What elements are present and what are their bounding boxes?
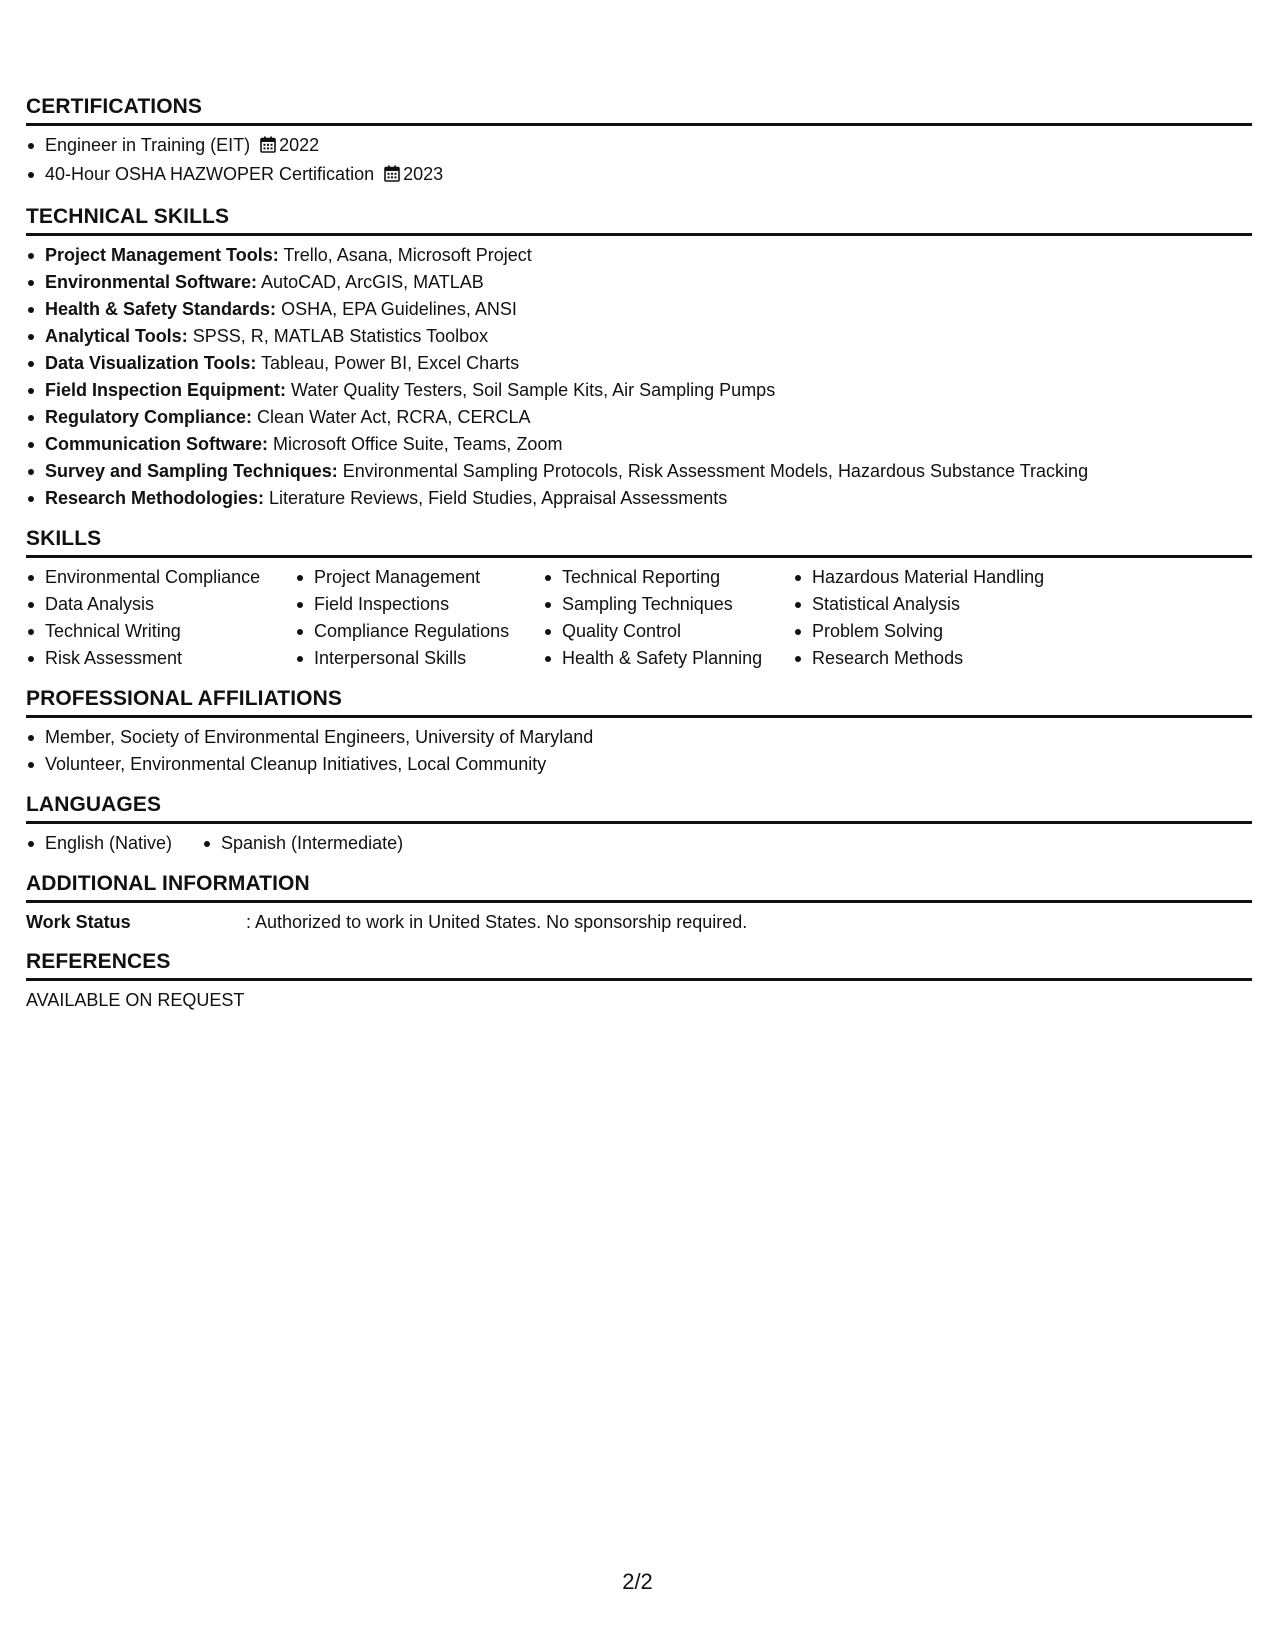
- technical-skill-label: Research Methodologies:: [45, 488, 265, 508]
- technical-skill-value: Water Quality Testers, Soil Sample Kits, Air Sampling Pumps: [286, 380, 776, 400]
- technical-skill-label: Field Inspection Equipment:: [45, 380, 287, 400]
- technical-skill-value: Tableau, Power BI, Excel Charts: [256, 353, 520, 373]
- skill-item: Technical Writing: [26, 618, 295, 645]
- work-status-label: Work Status: [26, 912, 131, 932]
- page-number: 2/2: [622, 1569, 653, 1594]
- certifications-list: [26, 132, 1252, 190]
- resume-page-2: [26, 94, 1252, 1013]
- work-status-value: : Authorized to work in United States. No sponsorship required.: [246, 912, 748, 932]
- skills-section: [26, 526, 1252, 672]
- technical-skill-label: Data Visualization Tools:: [45, 353, 257, 373]
- certifications-section: [26, 94, 1252, 190]
- skill-item: Compliance Regulations: [295, 618, 543, 645]
- technical-skill-item: [26, 269, 1252, 296]
- language-column: [202, 830, 403, 857]
- skill-item: Risk Assessment: [26, 645, 295, 672]
- technical-skill-value: OSHA, EPA Guidelines, ANSI: [276, 299, 517, 319]
- references-section: [26, 949, 1252, 1013]
- affiliation-item: Volunteer, Environmental Cleanup Initiatives, Local Community: [26, 751, 1252, 778]
- technical-skill-value: SPSS, R, MATLAB Statistics Toolbox: [187, 326, 489, 346]
- affiliations-section: [26, 686, 1252, 778]
- technical-skill-item: [26, 323, 1252, 350]
- affiliation-item: Member, Society of Environmental Engineers, University of Maryland: [26, 724, 1252, 751]
- section-title-affiliations: PROFESSIONAL AFFILIATIONS: [26, 687, 342, 710]
- calendar-icon: [260, 134, 276, 161]
- work-status-row: [26, 909, 1252, 935]
- technical-skill-label: Environmental Software:: [45, 272, 258, 292]
- language-item: English (Native): [26, 830, 202, 857]
- technical-skill-value: Clean Water Act, RCRA, CERCLA: [252, 407, 531, 427]
- skill-item: Quality Control: [543, 618, 793, 645]
- certification-name: Engineer in Training (EIT): [45, 135, 251, 155]
- technical-skill-item: [26, 485, 1252, 512]
- section-divider: [26, 900, 1252, 903]
- section-divider: [26, 715, 1252, 718]
- references-text: AVAILABLE ON REQUEST: [26, 990, 245, 1010]
- technical-skill-value: Microsoft Office Suite, Teams, Zoom: [268, 434, 563, 454]
- section-title-references: REFERENCES: [26, 950, 171, 973]
- skill-item: Health & Safety Planning: [543, 645, 793, 672]
- skill-item: Interpersonal Skills: [295, 645, 543, 672]
- certification-item: [26, 161, 1252, 190]
- languages-section: [26, 792, 1252, 857]
- technical-skill-label: Survey and Sampling Techniques:: [45, 461, 338, 481]
- calendar-icon: [384, 163, 400, 190]
- certification-item: [26, 132, 1252, 161]
- technical-skill-value: AutoCAD, ArcGIS, MATLAB: [257, 272, 484, 292]
- technical-skill-label: Regulatory Compliance:: [45, 407, 253, 427]
- skills-grid: [26, 564, 1252, 672]
- skill-item: Statistical Analysis: [793, 591, 1093, 618]
- section-title-technical-skills: TECHNICAL SKILLS: [26, 205, 230, 228]
- skill-item: Field Inspections: [295, 591, 543, 618]
- language-item: Spanish (Intermediate): [202, 830, 403, 857]
- section-divider: [26, 555, 1252, 558]
- skill-item: Research Methods: [793, 645, 1093, 672]
- section-divider: [26, 821, 1252, 824]
- languages-list: [26, 830, 1252, 857]
- certification-year: 2022: [279, 135, 320, 155]
- skill-item: Hazardous Material Handling: [793, 564, 1093, 591]
- technical-skills-list: [26, 242, 1252, 512]
- technical-skill-item: [26, 458, 1252, 485]
- technical-skill-item: [26, 350, 1252, 377]
- section-title-certifications: CERTIFICATIONS: [26, 95, 203, 118]
- skill-item: Sampling Techniques: [543, 591, 793, 618]
- section-title-additional-info: ADDITIONAL INFORMATION: [26, 872, 310, 895]
- skills-column: [26, 564, 295, 672]
- technical-skill-item: [26, 296, 1252, 323]
- technical-skill-item: [26, 431, 1252, 458]
- skill-item: Project Management: [295, 564, 543, 591]
- technical-skill-item: [26, 377, 1252, 404]
- section-divider: [26, 123, 1252, 126]
- skill-item: Technical Reporting: [543, 564, 793, 591]
- skills-column: [793, 564, 1093, 672]
- technical-skills-section: [26, 204, 1252, 512]
- technical-skill-value: Literature Reviews, Field Studies, Appraisal Assessments: [264, 488, 728, 508]
- skill-item: Data Analysis: [26, 591, 295, 618]
- certification-year: 2023: [403, 164, 444, 184]
- technical-skill-label: Communication Software:: [45, 434, 269, 454]
- section-title-languages: LANGUAGES: [26, 793, 162, 816]
- technical-skill-item: [26, 242, 1252, 269]
- skill-item: Problem Solving: [793, 618, 1093, 645]
- language-column: [26, 830, 202, 857]
- technical-skill-label: Health & Safety Standards:: [45, 299, 277, 319]
- technical-skill-item: [26, 404, 1252, 431]
- affiliations-list: [26, 724, 1252, 778]
- technical-skill-label: Project Management Tools:: [45, 245, 279, 265]
- section-title-skills: SKILLS: [26, 527, 102, 550]
- section-divider: [26, 233, 1252, 236]
- additional-info-section: [26, 871, 1252, 935]
- technical-skill-value: Trello, Asana, Microsoft Project: [278, 245, 532, 265]
- skills-column: [295, 564, 543, 672]
- section-divider: [26, 978, 1252, 981]
- technical-skill-label: Analytical Tools:: [45, 326, 188, 346]
- skill-item: Environmental Compliance: [26, 564, 295, 591]
- certification-name: 40-Hour OSHA HAZWOPER Certification: [45, 164, 375, 184]
- technical-skill-value: Environmental Sampling Protocols, Risk Assessment Models, Hazardous Substance Tracking: [337, 461, 1089, 481]
- skills-column: [543, 564, 793, 672]
